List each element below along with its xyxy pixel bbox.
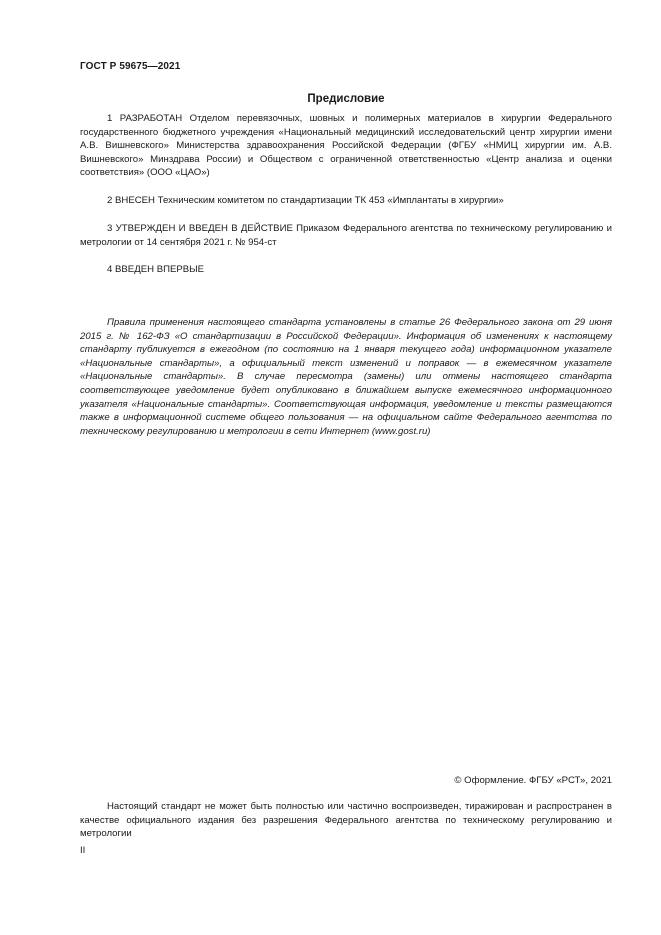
preface-item-2: 2 ВНЕСЕН Техническим комитетом по стандартизации ТК 453 «Имплантаты в хирургии» xyxy=(107,195,504,206)
preface-title: Предисловие xyxy=(307,93,385,105)
preface-item-4: 4 ВВЕДЕН ВПЕРВЫЕ xyxy=(107,264,205,275)
reproduction-notice: Настоящий стандарт не может быть полностью или частично воспроизведен, тиражирован и распространен в качестве официального издания без разрешения Федерального агентства по техническому регулированию и метрологии xyxy=(80,801,612,840)
rules-of-application-note: Правила применения настоящего стандарта установлены в статье 26 Федерального закона от 29 июня 2015 г. № 162-ФЗ «О стандартизации в Российской Федерации». Информация об изменениях к настоящему стандарту публикуется в ежегодном (по состоянию на 1 января текущего года) информационном указателе «Национальные стандарты», а официальный текст изменений и поправок — в ежемесячном указателе «Национальные стандарты». В случае пересмотра (замены) или отмены настоящего стандарта соответствующее уведомление будет опубликовано в ближайшем выпуске ежемесячного информационного указателя «Национальные стандарты». Соответствующая информация, уведомление и тексты размещаются также в информационной системе общего пользования — на официальном сайте Федерального агентства по техническому регулированию и метрологии в сети Интернет (www.gost.ru) xyxy=(80,317,612,437)
preface-item-3: 3 УТВЕРЖДЕН И ВВЕДЕН В ДЕЙСТВИЕ Приказом Федерального агентства по техническому регулированию и метрологии от 14 сентября 2021 г. № 954-ст xyxy=(80,223,612,248)
standard-code: ГОСТ Р 59675—2021 xyxy=(80,61,181,72)
preface-item-1: 1 РАЗРАБОТАН Отделом перевязочных, шовных и полимерных материалов в хирургии Федерального государственного бюджетного учреждения «Национальный медицинский исследовательский центр хирургии имени А.В. Вишневского» Министерства здравоохранения Российской Федерации (ФГБУ «НМИЦ хирургии им. А.В. Вишневского» Минздрава России) и Обществом с ограниченной ответственностью «Центр анализа и оценки соответствия» (ООО «ЦАО») xyxy=(80,113,612,179)
page-number: II xyxy=(80,845,86,856)
copyright-line: © Оформление. ФГБУ «РСТ», 2021 xyxy=(454,775,612,786)
